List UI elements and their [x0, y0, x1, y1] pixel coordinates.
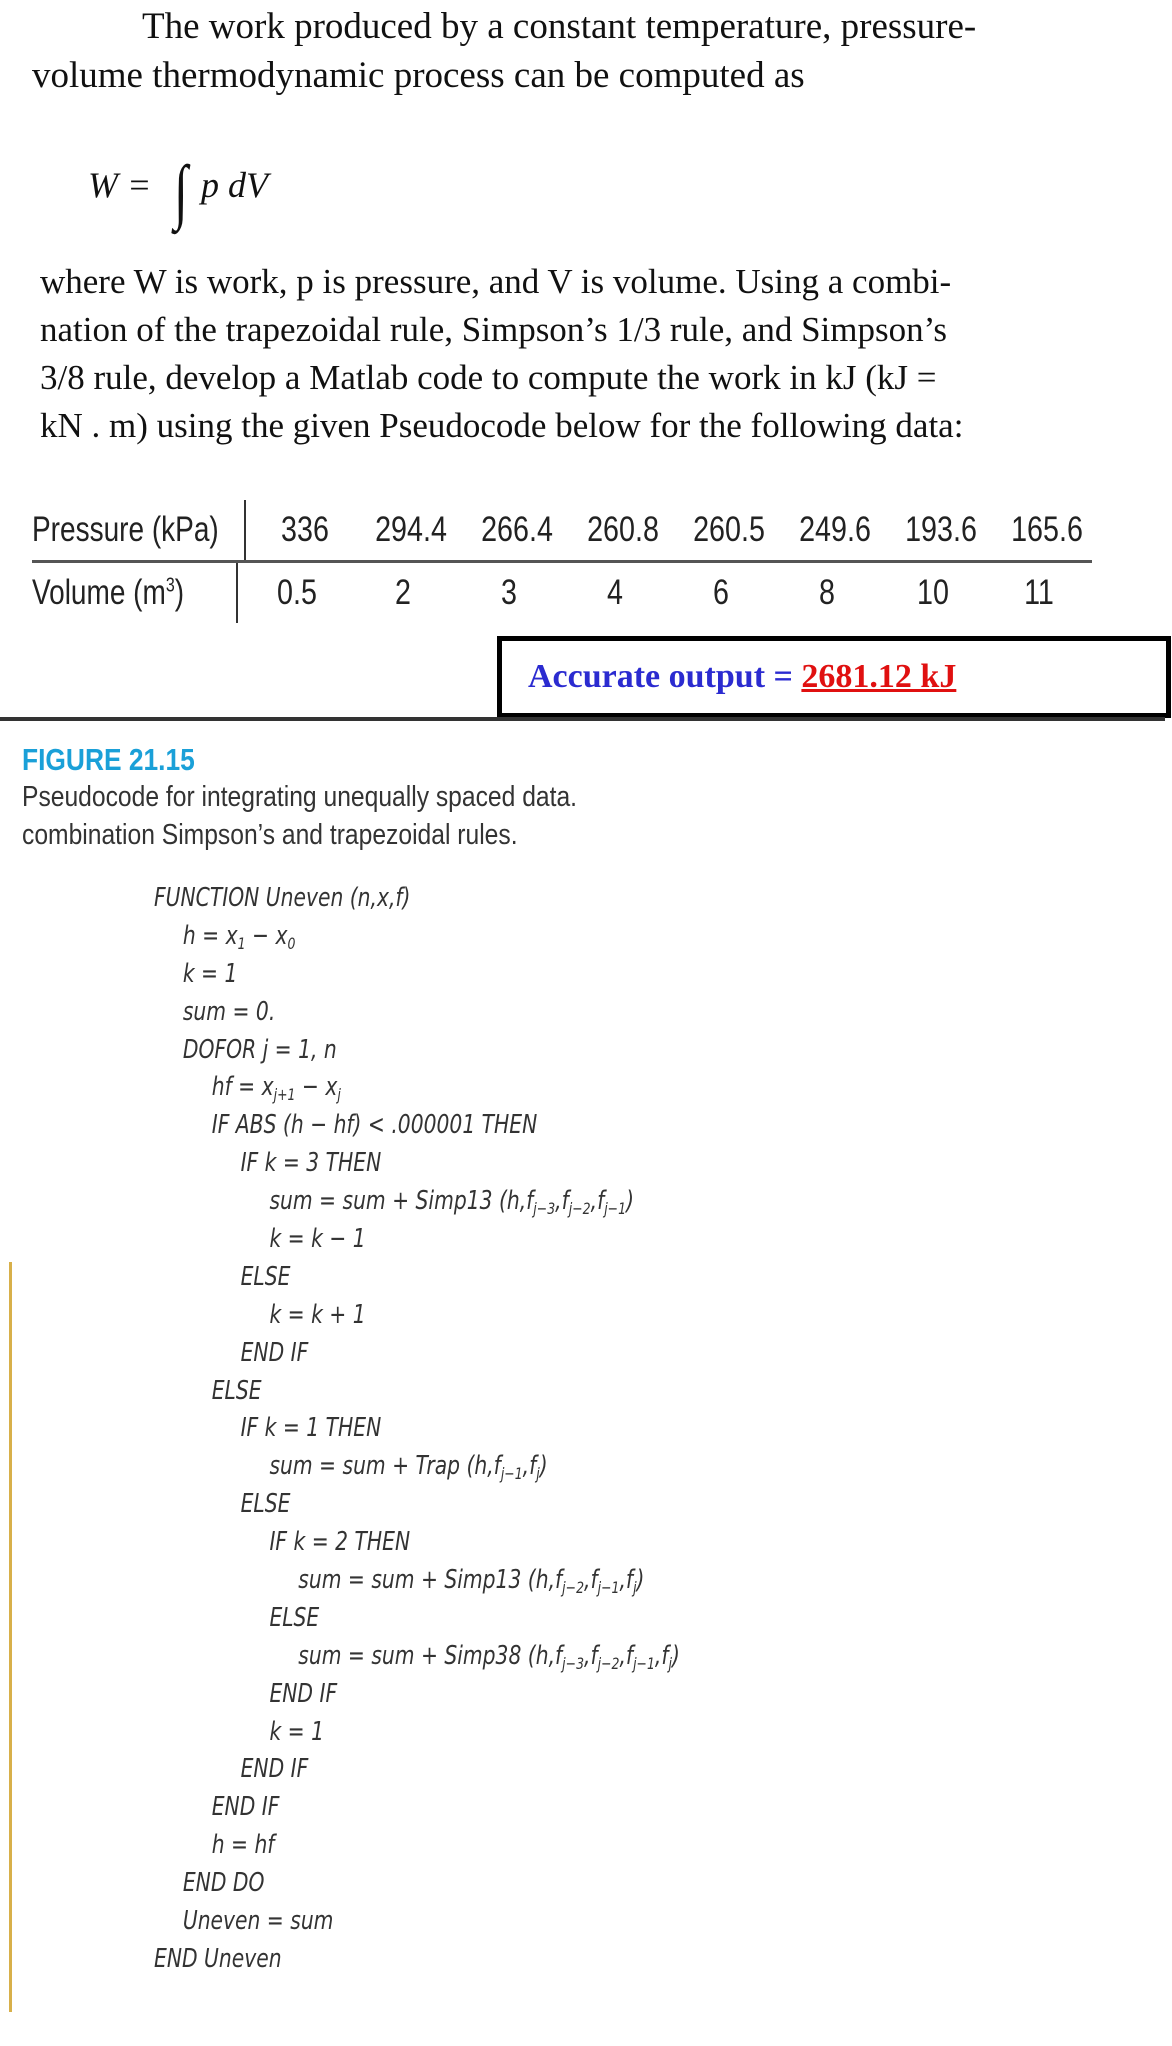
code-text: ELSE — [240, 1489, 291, 1520]
code-line — [154, 1789, 680, 1827]
pressure-value: 260.5 — [693, 510, 765, 549]
subscript: j−2 — [562, 1578, 585, 1598]
intro-line-1 — [32, 2, 1102, 51]
pressure-value: 266.4 — [481, 510, 553, 549]
caption-line-1: Pseudocode for integrating unequally spaced data. — [22, 781, 578, 813]
code-text: ,f — [619, 1565, 634, 1596]
accurate-output-value: 2681.12 kJ — [801, 658, 957, 695]
code-text: sum = sum + Trap (h,f — [269, 1451, 501, 1482]
subscript: j−2 — [597, 1653, 620, 1673]
subscript: j−3 — [562, 1653, 585, 1673]
code-text: sum = sum + Simp13 (h,f — [269, 1186, 534, 1217]
subscript: j−1 — [633, 1653, 655, 1673]
subscript: j — [633, 1578, 637, 1598]
code-text: k = 1 — [182, 958, 238, 989]
code-line — [154, 1221, 680, 1259]
code-line — [154, 1676, 680, 1714]
subscript: j−1 — [500, 1464, 523, 1484]
code-line — [154, 918, 680, 956]
code-text: ) — [626, 1186, 634, 1217]
code-text: − x — [295, 1072, 338, 1103]
code-text: IF k = 2 THEN — [269, 1527, 411, 1558]
code-text: ELSE — [269, 1602, 320, 1633]
code-text: DOFOR j = 1, n — [182, 1034, 337, 1065]
problem-description — [40, 258, 1110, 450]
subscript: j — [668, 1653, 672, 1673]
code-text: sum = 0. — [182, 996, 276, 1027]
pressure-value: 336 — [281, 510, 329, 549]
code-text: ,f — [654, 1640, 669, 1671]
description-line: where W is work, p is pressure, and V is volume. Using a combi- — [40, 262, 952, 301]
subscript: j+1 — [273, 1085, 296, 1105]
code-line — [154, 1259, 680, 1297]
code-line — [154, 1486, 680, 1524]
code-text: sum = sum + Simp38 (h,f — [298, 1640, 563, 1671]
code-text: k = k − 1 — [269, 1224, 366, 1255]
subscript: 1 — [237, 933, 246, 953]
code-text: ,f — [584, 1565, 598, 1596]
code-text: END IF — [240, 1754, 309, 1785]
figure-caption — [22, 778, 577, 854]
formula-lhs: W = — [88, 165, 152, 205]
pressure-label: Pressure (kPa) — [32, 510, 219, 549]
code-text: ) — [636, 1565, 645, 1596]
code-text: END IF — [269, 1678, 338, 1709]
code-text: h = x — [182, 920, 238, 951]
code-text: ,f — [584, 1640, 598, 1671]
caption-line-2: combination Simpson’s and trapezoidal rules. — [22, 819, 518, 851]
subscript: j−2 — [568, 1199, 591, 1219]
volume-label — [32, 573, 195, 613]
code-text: END IF — [211, 1792, 280, 1823]
intro-text-1: The work produced by a constant temperature, pressure- — [142, 6, 977, 47]
pressure-value: 249.6 — [799, 510, 871, 549]
code-line — [154, 1410, 680, 1448]
volume-value: 10 — [917, 573, 949, 612]
code-line — [154, 1183, 680, 1221]
code-text: ELSE — [240, 1261, 291, 1292]
volume-label-end: ) — [174, 573, 185, 612]
description-line: 3/8 rule, develop a Matlab code to compute the work in kJ (kJ = — [40, 358, 937, 397]
code-line — [154, 1714, 680, 1752]
volume-row — [32, 563, 1092, 623]
volume-cells — [236, 563, 1092, 623]
margin-bar — [9, 1262, 12, 2012]
pressure-value: 165.6 — [1011, 510, 1083, 549]
code-line — [154, 1297, 680, 1335]
pressure-value: 294.4 — [375, 510, 447, 549]
code-line — [154, 956, 680, 994]
code-text: k = k + 1 — [269, 1299, 366, 1330]
subscript: j−1 — [604, 1199, 627, 1219]
work-formula — [88, 150, 268, 233]
pressure-value: 193.6 — [905, 510, 977, 549]
code-text: END DO — [182, 1868, 265, 1899]
code-text: h = hf — [211, 1830, 275, 1861]
code-line — [154, 1524, 680, 1562]
code-line — [154, 1638, 680, 1676]
code-line — [154, 1903, 680, 1941]
code-line — [154, 1107, 680, 1145]
volume-unit-sup: 3 — [165, 574, 175, 597]
pressure-row — [32, 500, 1092, 563]
code-line — [154, 1941, 680, 1979]
pressure-value: 260.8 — [587, 510, 659, 549]
code-text: hf = x — [211, 1072, 274, 1103]
code-line — [154, 880, 680, 918]
accurate-output-label: Accurate output = — [528, 658, 793, 695]
code-line — [154, 1448, 680, 1486]
code-line — [154, 1562, 680, 1600]
volume-value: 6 — [713, 573, 729, 612]
code-text: ) — [539, 1451, 548, 1482]
subscript: j−1 — [597, 1578, 620, 1598]
code-line — [154, 1069, 680, 1107]
volume-value: 8 — [819, 573, 835, 612]
code-line — [154, 1032, 680, 1070]
volume-value: 0.5 — [277, 573, 317, 612]
code-text: ,f — [619, 1640, 634, 1671]
volume-value: 4 — [607, 573, 623, 612]
code-text: IF k = 1 THEN — [240, 1413, 382, 1444]
code-line — [154, 1373, 680, 1411]
formula-rhs: p dV — [201, 165, 269, 205]
figure-title: FIGURE 21.15 — [22, 742, 195, 777]
intro-line-2: volume thermodynamic process can be computed as — [32, 55, 805, 96]
volume-value: 3 — [501, 573, 517, 612]
section-divider — [0, 717, 1165, 721]
volume-value: 11 — [1024, 573, 1054, 612]
code-text: − x — [245, 920, 288, 951]
code-line — [154, 1600, 680, 1638]
code-text: ,f — [555, 1186, 569, 1217]
volume-label-text: Volume (m — [32, 573, 166, 612]
pseudocode-block — [154, 880, 828, 1979]
code-text: Uneven = sum — [182, 1906, 334, 1937]
code-line — [154, 1827, 680, 1865]
integral-sign: ∫ — [174, 151, 189, 231]
code-text: ) — [671, 1640, 680, 1671]
code-text: ELSE — [211, 1375, 262, 1406]
volume-value: 2 — [395, 573, 411, 612]
code-text: ,f — [590, 1186, 605, 1217]
code-text: IF k = 3 THEN — [240, 1148, 382, 1179]
pressure-cells — [244, 500, 1100, 560]
code-line — [154, 1865, 680, 1903]
description-line: kN . m) using the given Pseudocode below for the following data: — [40, 406, 964, 445]
code-line — [154, 1751, 680, 1789]
subscript: j−3 — [533, 1199, 556, 1219]
code-text: k = 1 — [269, 1716, 324, 1747]
code-text: sum = sum + Simp13 (h,f — [298, 1565, 563, 1596]
code-text: END Uneven — [154, 1943, 282, 1974]
code-line — [154, 1335, 680, 1373]
description-line: nation of the trapezoidal rule, Simpson’s 1/3 rule, and Simpson’s — [40, 310, 947, 349]
code-text: ,f — [522, 1451, 537, 1482]
subscript: j — [337, 1085, 341, 1105]
data-table — [32, 500, 1092, 623]
code-text: FUNCTION Uneven (n,x,f) — [154, 883, 411, 913]
subscript: j — [536, 1464, 540, 1484]
accurate-output-box — [497, 636, 1171, 718]
subscript: 0 — [287, 933, 296, 953]
code-text: END IF — [240, 1337, 309, 1368]
code-line — [154, 1145, 680, 1183]
code-line — [154, 994, 680, 1032]
code-text: IF ABS (h − hf) < .000001 THEN — [211, 1110, 538, 1141]
